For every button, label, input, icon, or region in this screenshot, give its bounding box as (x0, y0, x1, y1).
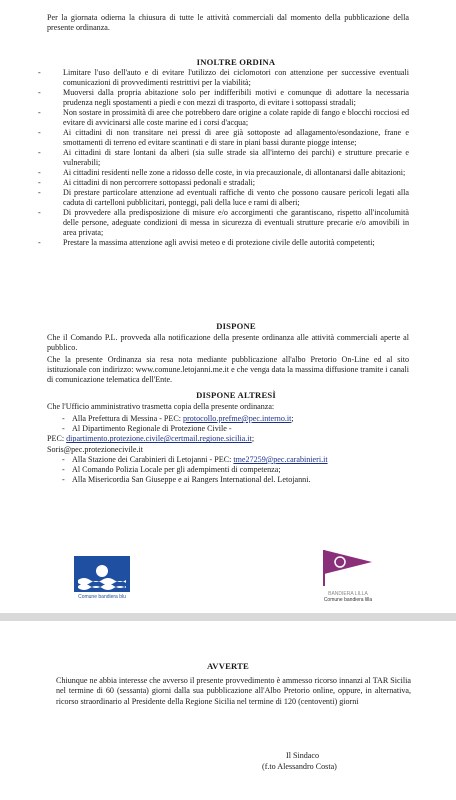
list-item: - Alla Prefettura di Messina - PEC: protocollo.prefme@pec.interno.it; (47, 414, 427, 424)
list-item: - Prestare la massima attenzione agli avvisi meteo e di protezione civile delle autorità competenti; (38, 238, 409, 248)
bandiera-lilla-small-label: BANDIERA LILLA (328, 591, 368, 597)
bandiera-blu-logo (74, 556, 130, 592)
carabinieri-pec-link[interactable]: tme27259@pec.carabinieri.it (233, 454, 328, 464)
prefettura-pec-link[interactable]: protocollo.prefme@pec.interno.it (183, 414, 292, 423)
protezione-civile-pec-link[interactable]: dipartimento.protezione.civile@certmail.regione.sicilia.it (66, 434, 252, 444)
bandiera-blu-sun (96, 565, 108, 577)
list-item: PEC: dipartimento.protezione.civile@certmail.regione.sicilia.it; (47, 434, 255, 444)
inoltre-ordina-list (38, 68, 409, 248)
recipients-list (47, 414, 427, 485)
document-page-2 (0, 621, 456, 800)
bandiera-lilla-caption: Comune bandiera lilla (323, 597, 373, 603)
intro-paragraph: Per la giornata odierna la chiusura di tutte le attività commerciali dal momento della pubblicazione della presente ordinanza. (47, 13, 409, 32)
avverte-paragraph: Chiunque ne abbia interesse che avverso il presente provvedimento è ammesso ricorso innanzi al TAR Sicilia nel termine di 60 (sessanta) giorni dalla sua pubblicazione all'Albo Pretorio online, oppure, in alternativa, ricorso straordinario al Presidente della Regione Sicilia nel termine di 120 (centoventi) giorni (56, 676, 411, 706)
altresi-intro: Che l'Ufficio amministrativo trasmetta copia della presente ordinanza: (47, 402, 275, 411)
list-item: - Ai cittadini di non transitare nei pressi di aree già sottoposte ad allagamento/esondazione, frane e smottamenti di terreno ed evitare scantinati e di stare in piani bassi durante piogge intense; (38, 128, 409, 148)
signature-line: (f.to Alessandro Costa) (262, 762, 337, 771)
bandiera-blu-caption: Comune bandiera blu (78, 594, 126, 600)
list-item: - Ai cittadini residenti nelle zone a ridosso delle coste, in via precauzionale, di allontanarsi dalle abitazioni; (38, 168, 409, 178)
list-item: - Non sostare in prossimità di aree che potrebbero dare origine a colate rapide di fango e blocchi rocciosi ed evitare di avvicinarsi alle coste marine ed i corsi d'acqua; (38, 108, 409, 128)
list-item: - Di provvedere alla predisposizione di misure e/o accorgimenti che garantiscano, rispetto all'incolumità delle persone, adeguate condizioni di messa in sicurezza di eventuali strutture precarie e/o amovibili in area privata; (38, 208, 409, 238)
list-item: - Alla Stazione dei Carabinieri di Letojanni - PEC: tme27259@pec.carabinieri.it (47, 455, 427, 465)
bandiera-lilla-flag (324, 550, 372, 574)
list-item: - Ai cittadini di non percorrere sottopassi pedonali e stradali; (38, 178, 409, 188)
dispone-paragraph-2: Che la presente Ordinanza sia resa nota mediante pubblicazione all'albo Pretorio On-Line ed al sito istituzionale con indirizzo: www.comune.letojanni.me.it e che venga data la massima diffusione tramite i canali di comunicazione telematica dell'Ente. (47, 355, 409, 384)
list-item: - Alla Misericordia San Giuseppe e ai Rangers International del. Letojanni. (47, 475, 427, 485)
dispone-heading: DISPONE (216, 321, 256, 331)
avverte-heading: AVVERTE (206, 661, 249, 671)
inoltre-ordina-heading: INOLTRE ORDINA (196, 57, 276, 67)
list-item: - Ai cittadini di stare lontani da alberi (sia sulle strade sia all'interno dei parchi) e strutture precarie e vulnerabili; (38, 148, 409, 168)
dispone-altresi-heading: DISPONE ALTRESÌ (196, 390, 276, 400)
list-item: - Di prestare particolare attenzione ad eventuali raffiche di vento che possono causare pericoli legati alla caduta di cartelloni pubblicitari, ponteggi, pali della luce e rami di alberi; (38, 188, 409, 208)
list-item: - Al Dipartimento Regionale di Protezione Civile - (47, 424, 427, 434)
list-item: - Al Comando Polizia Locale per gli adempimenti di competenza; (47, 465, 427, 475)
sindaco-label: Il Sindaco (286, 751, 320, 760)
list-item: Soris@pec.protezionecivile.it (47, 444, 144, 454)
list-item: - Muoversi dalla propria abitazione solo per indifferibili motivi e comunque di adottare la necessaria prudenza negli spostamenti a piedi e con mezzi di trasporto, di evitare i sottopassi stradali; (38, 88, 409, 108)
list-item: - Limitare l'uso dell'auto e di evitare l'utilizzo dei ciclomotori con attenzione per successive eventuali comunicazioni di provvedimenti restrittivi per la viabilità; (38, 68, 409, 88)
dispone-paragraph-1: Che il Comando P.L. provveda alla notificazione della presente ordinanza alle attività commerciali aperte al pubblico. (47, 333, 409, 352)
bandiera-lilla-logo (318, 548, 378, 588)
